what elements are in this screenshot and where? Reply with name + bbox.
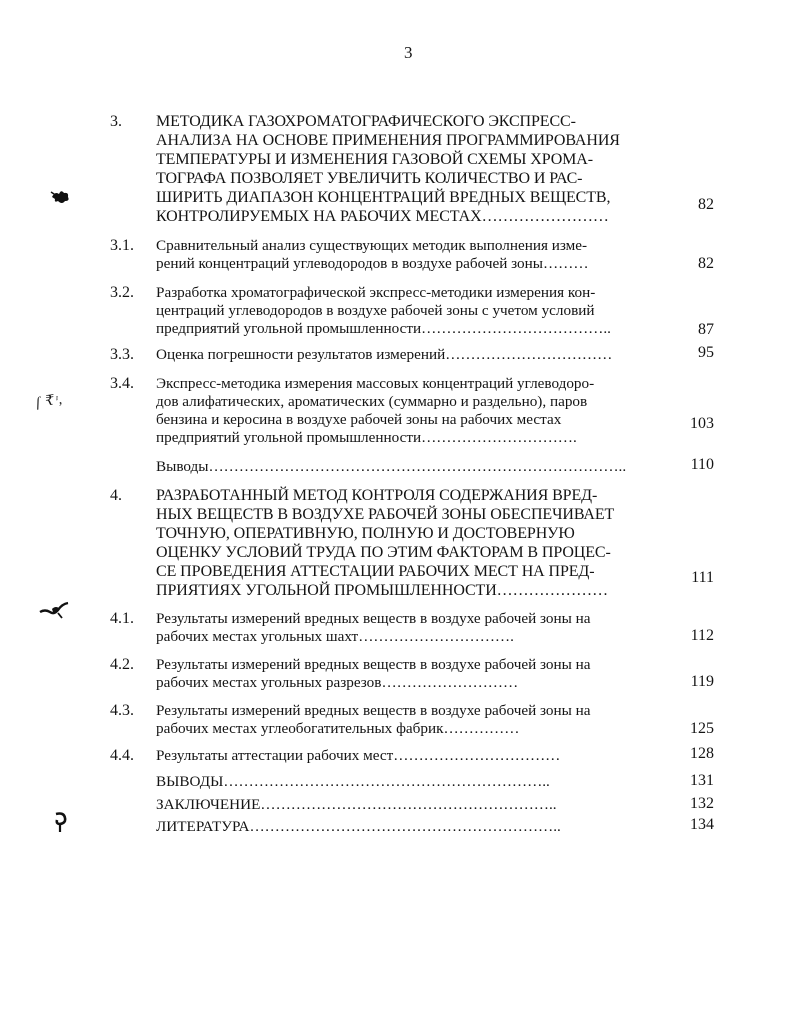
entry-title: ЗАКЛЮЧЕНИЕ………………………………………………….. — [156, 796, 557, 813]
entry-title: Результаты измерений вредных веществ в воздухе рабочей зоны на рабочих местах угольных шахт…………………………. — [156, 610, 591, 645]
entry-page: 125 — [690, 720, 714, 737]
entry-page: 112 — [690, 627, 714, 644]
entry-number: 4. — [110, 487, 122, 504]
entry-title: ВЫВОДЫ……………………………………………………….. — [156, 773, 550, 790]
entry-page: 128 — [690, 745, 714, 762]
entry-title: Результаты измерений вредных веществ в воздухе рабочей зоны на рабочих местах углеобогатительных фабрик…………… — [156, 702, 591, 737]
entry-page: 110 — [690, 456, 714, 473]
entry-title: МЕТОДИКА ГАЗОХРОМАТОГРАФИЧЕСКОГО ЭКСПРЕСС- АНАЛИЗА НА ОСНОВЕ ПРИМЕНЕНИЯ ПРОГРАММИРОВАНИЯ ТЕМПЕРАТУРЫ И ИЗМЕНЕНИЯ ГАЗОВОЙ СХЕМЫ ХРОМА- ТОГРАФА ПОЗВОЛЯЕТ УВЕЛИЧИТЬ КОЛИЧЕСТВО И РАС- ШИРИТЬ ДИАПАЗОН КОНЦЕНТРАЦИЙ ВРЕДНЫХ ВЕЩЕСТВ, КОНТРОЛИРУЕМЫХ НА РАБОЧИХ МЕСТАХ…………………… — [156, 113, 620, 225]
entry-page: 132 — [690, 795, 714, 812]
entry-title: Результаты измерений вредных веществ в воздухе рабочей зоны на рабочих местах угольных разрезов……………………… — [156, 656, 591, 691]
entry-number: 3.3. — [110, 346, 134, 363]
entry-page: 87 — [698, 321, 714, 338]
entry-title: ЛИТЕРАТУРА…………………………………………………….. — [156, 818, 561, 835]
entry-number: 4.2. — [110, 656, 134, 673]
entry-page: 119 — [690, 673, 714, 690]
entry-page: 131 — [690, 772, 714, 789]
entry-page: 111 — [691, 569, 714, 586]
ink-scribble-icon — [38, 600, 72, 620]
entry-number: 3.4. — [110, 375, 134, 392]
entry-title: РАЗРАБОТАННЫЙ МЕТОД КОНТРОЛЯ СОДЕРЖАНИЯ ВРЕД- НЫХ ВЕЩЕСТВ В ВОЗДУХЕ РАБОЧЕЙ ЗОНЫ ОБЕСПЕЧИВАЕТ ТОЧНУЮ, ОПЕРАТИВНУЮ, ПОЛНУЮ И ДОСТОВЕРНУЮ ОЦЕНКУ УСЛОВИЙ ТРУДА ПО ЭТИМ ФАКТОРАМ В ПРОЦЕС- СЕ ПРОВЕДЕНИЯ АТТЕСТАЦИИ РАБОЧИХ МЕСТ НА ПРЕД- ПРИЯТИЯХ УГОЛЬНОЙ ПРОМЫШЛЕННОСТИ………………… — [156, 487, 615, 599]
entry-number: 4.3. — [110, 702, 134, 719]
entry-title: Выводы……………………………………………………………………….. — [156, 458, 627, 475]
entry-title: Оценка погрешности результатов измерений…………………………… — [156, 346, 613, 363]
ink-hook-icon — [52, 812, 70, 834]
entry-number: 3.2. — [110, 284, 134, 301]
entry-number: 4.4. — [110, 747, 134, 764]
entry-page: 134 — [690, 816, 714, 833]
entry-number: 3.1. — [110, 237, 134, 254]
ink-blot-icon — [50, 188, 72, 206]
entry-page: 103 — [690, 415, 714, 432]
page-number: 3 — [404, 43, 413, 62]
entry-title: Сравнительный анализ существующих методик выполнения изме- рений концентраций углеводородов в воздухе рабочей зоны……… — [156, 237, 589, 272]
entry-number: 3. — [110, 113, 122, 130]
entry-title: Экспресс-методика измерения массовых концентраций углеводоро- дов алифатических, ароматических (суммарно и раздельно), паров бензина и керосина в воздухе рабочей зоны на рабочих местах предприятий угольной промышленности…………………………. — [156, 375, 595, 446]
entry-title: Результаты аттестации рабочих мест…………………………… — [156, 747, 561, 764]
entry-number: 4.1. — [110, 610, 134, 627]
entry-title: Разработка хроматографической экспресс-методики измерения кон- центраций углеводородов в воздухе рабочей зоны с учетом условий предприятий угольной промышленности……………………………….. — [156, 284, 611, 337]
margin-scribble-text: ſ ₹ᶦ, — [35, 392, 64, 411]
entry-page: 95 — [698, 344, 714, 361]
entry-page: 82 — [698, 196, 714, 213]
entry-page: 82 — [698, 255, 714, 272]
